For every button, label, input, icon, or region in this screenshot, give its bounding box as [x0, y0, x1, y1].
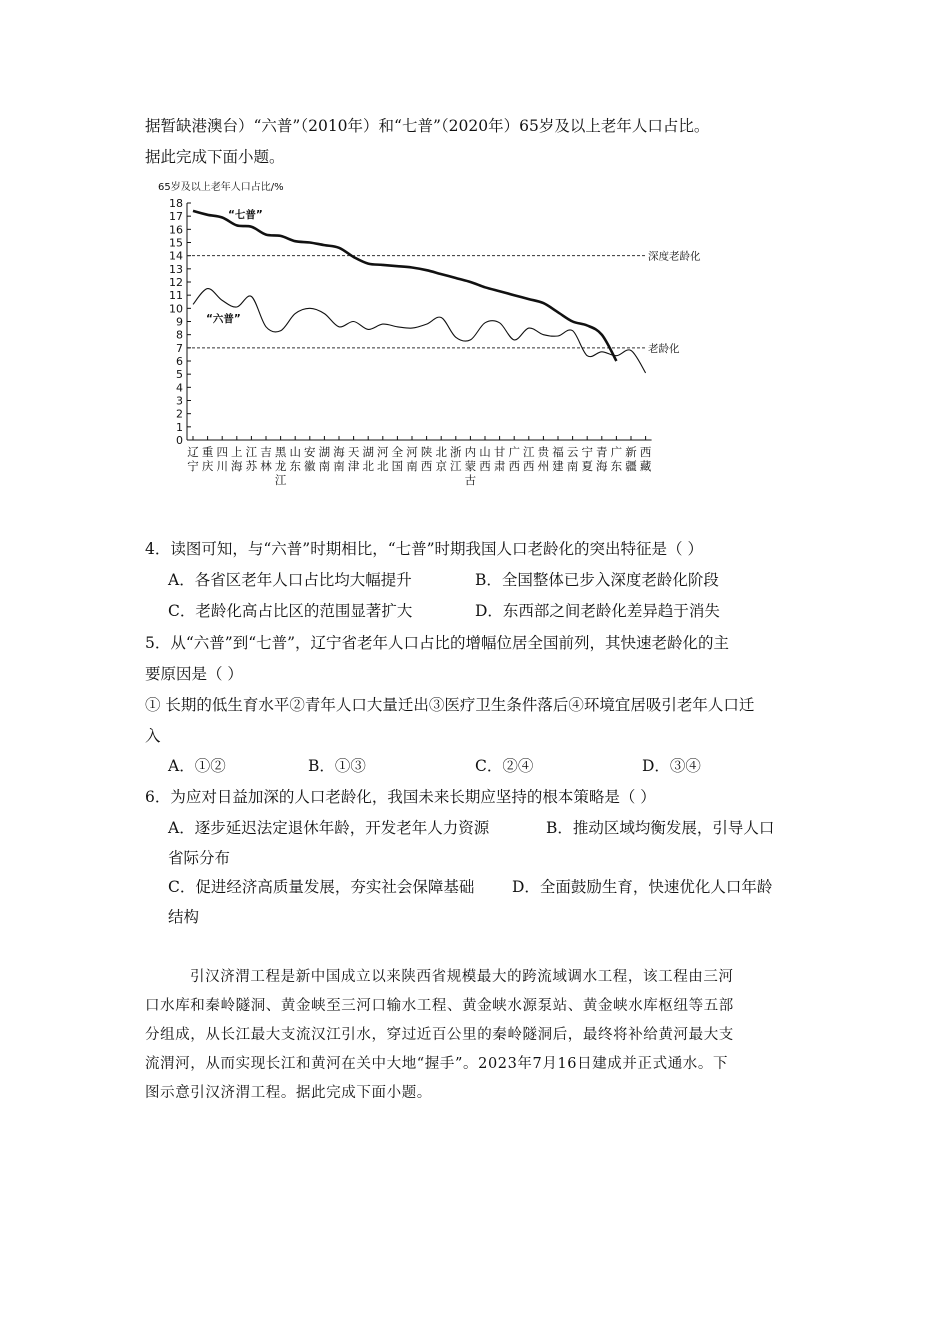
q5-stem-1: 5．从“六普”到“七普”，辽宁省老年人口占比的增幅位居全国前列，其快速老龄化的主	[145, 634, 730, 652]
aging-line-chart	[150, 176, 720, 496]
y-tick-label: 15	[169, 236, 183, 250]
series-label-1: “六普”	[206, 313, 241, 325]
q6-option-a[interactable]: A．逐步延迟法定退休年龄，开发老年人力资源	[168, 819, 490, 837]
x-tick-label: 浙江	[450, 445, 462, 473]
y-tick-label: 16	[169, 223, 183, 237]
x-tick-label: 全国	[391, 445, 404, 473]
x-tick-label: 广西	[508, 445, 520, 473]
x-tick-label: 吉林	[260, 445, 272, 473]
series-label-0: “七普”	[228, 209, 263, 221]
passage-line-2: 口水库和秦岭隧洞、黄金峡至三河口输水工程、黄金峡水源泵站、黄金峡水库枢纽等五部	[145, 998, 734, 1014]
y-axis-label: 65岁及以上老年人口占比/%	[158, 182, 284, 193]
q5-option-c[interactable]: C．②④	[475, 757, 534, 775]
x-tick-label: 辽宁	[187, 445, 199, 473]
y-tick-label: 2	[176, 407, 183, 421]
q6-option-b-cont: 省际分布	[168, 849, 231, 867]
x-tick-label: 湖南	[318, 445, 331, 473]
y-axis	[169, 197, 191, 447]
q5-items-1: ① 长期的低生育水平②青年人口大量迁出③医疗卫生条件落后④环境宜居吸引老年人口迁	[145, 696, 755, 714]
q6-option-b[interactable]: B．推动区域均衡发展，引导人口	[546, 819, 775, 837]
x-tick-label: 四川	[216, 445, 228, 473]
passage-line-5: 图示意引汉济渭工程。据此完成下面小题。	[145, 1085, 432, 1101]
q5-stem-2: 要原因是（ ）	[145, 665, 243, 683]
q5-items-2: 入	[145, 727, 161, 745]
y-tick-label: 0	[176, 434, 183, 447]
x-axis	[187, 436, 652, 487]
x-tick-label: 海南	[333, 445, 345, 473]
y-tick-label: 5	[176, 368, 183, 382]
y-tick-label: 7	[176, 341, 183, 355]
series-line-0	[193, 211, 616, 361]
passage-line-4: 流渭河，从而实现长江和黄河在关中大地“握手”。2023年7月16日建成并正式通水。下	[145, 1056, 729, 1072]
x-tick-label: 北京	[435, 445, 447, 473]
x-tick-label: 山西	[479, 445, 491, 473]
x-tick-label: 上海	[231, 445, 243, 473]
y-tick-label: 17	[169, 210, 183, 224]
y-tick-label: 6	[176, 355, 183, 368]
x-tick-label: 湖北	[362, 445, 374, 473]
passage-line-3: 分组成，从长江最大支流汉江引水，穿过近百公里的秦岭隧洞后，最终将补给黄河最大支	[145, 1027, 734, 1043]
x-tick-label: 贵州	[537, 445, 550, 473]
reference-line-label: 深度老龄化	[648, 250, 701, 263]
x-tick-label: 安徽	[304, 445, 316, 473]
y-tick-label: 4	[176, 381, 183, 395]
x-tick-label: 青海	[596, 445, 608, 473]
q6-stem: 6．为应对日益加深的人口老龄化，我国未来长期应坚持的根本策略是（ ）	[145, 788, 656, 806]
series-line-1	[193, 289, 646, 373]
y-tick-label: 12	[169, 276, 183, 289]
q4-option-b[interactable]: B．全国整体已步入深度老龄化阶段	[475, 571, 719, 589]
q4-option-c[interactable]: C．老龄化高占比区的范围显著扩大	[168, 602, 413, 620]
q4-stem: 4．读图可知，与“六普”时期相比，“七普”时期我国人口老龄化的突出特征是（ ）	[145, 540, 703, 558]
x-tick-label: 甘肃	[493, 445, 506, 473]
y-tick-label: 13	[169, 262, 183, 276]
q5-option-b[interactable]: B．①③	[308, 757, 366, 775]
x-tick-label: 广东	[610, 445, 623, 473]
reference-line-label: 老龄化	[648, 342, 680, 355]
x-tick-label: 山东	[289, 445, 301, 473]
x-tick-label: 内蒙古	[464, 445, 477, 487]
passage-line-1: 引汉济渭工程是新中国成立以来陕西省规模最大的跨流域调水工程，该工程由三河	[190, 969, 734, 985]
intro-line-2: 据此完成下面小题。	[145, 148, 285, 166]
q5-option-d[interactable]: D．③④	[642, 757, 701, 775]
x-tick-label: 新疆	[625, 445, 637, 473]
q6-option-d-cont: 结构	[168, 908, 200, 926]
y-tick-label: 8	[176, 328, 183, 342]
x-tick-label: 西藏	[639, 445, 652, 473]
x-tick-label: 江西	[523, 445, 535, 473]
x-tick-label: 福建	[552, 445, 564, 473]
y-tick-label: 18	[169, 197, 183, 210]
x-tick-label: 河南	[406, 445, 418, 473]
q4-option-d[interactable]: D．东西部之间老龄化差异趋于消失	[475, 602, 720, 620]
y-tick-label: 9	[176, 315, 183, 329]
q5-option-a[interactable]: A．①②	[168, 757, 226, 775]
x-tick-label: 宁夏	[581, 445, 593, 473]
x-tick-label: 江苏	[245, 445, 258, 473]
y-tick-label: 3	[176, 394, 183, 408]
y-tick-label: 10	[169, 302, 183, 316]
y-tick-label: 14	[169, 249, 183, 263]
x-tick-label: 黑龙江	[274, 445, 287, 487]
x-tick-label: 天津	[347, 445, 360, 473]
q6-option-c[interactable]: C．促进经济高质量发展，夯实社会保障基础	[168, 878, 475, 896]
y-tick-label: 11	[169, 289, 183, 303]
y-tick-label: 1	[176, 420, 183, 434]
x-tick-label: 重庆	[201, 445, 214, 473]
x-tick-label: 陕西	[420, 445, 433, 473]
intro-line-1: 据暂缺港澳台）“六普”（2010年）和“七普”（2020年）65岁及以上老年人口占比。	[145, 117, 710, 135]
q4-option-a[interactable]: A．各省区老年人口占比均大幅提升	[168, 571, 412, 589]
reference-lines	[187, 250, 701, 355]
q6-option-d[interactable]: D．全面鼓励生育，快速优化人口年龄	[512, 878, 773, 896]
x-tick-label: 河北	[377, 445, 389, 473]
x-tick-label: 云南	[566, 445, 579, 473]
